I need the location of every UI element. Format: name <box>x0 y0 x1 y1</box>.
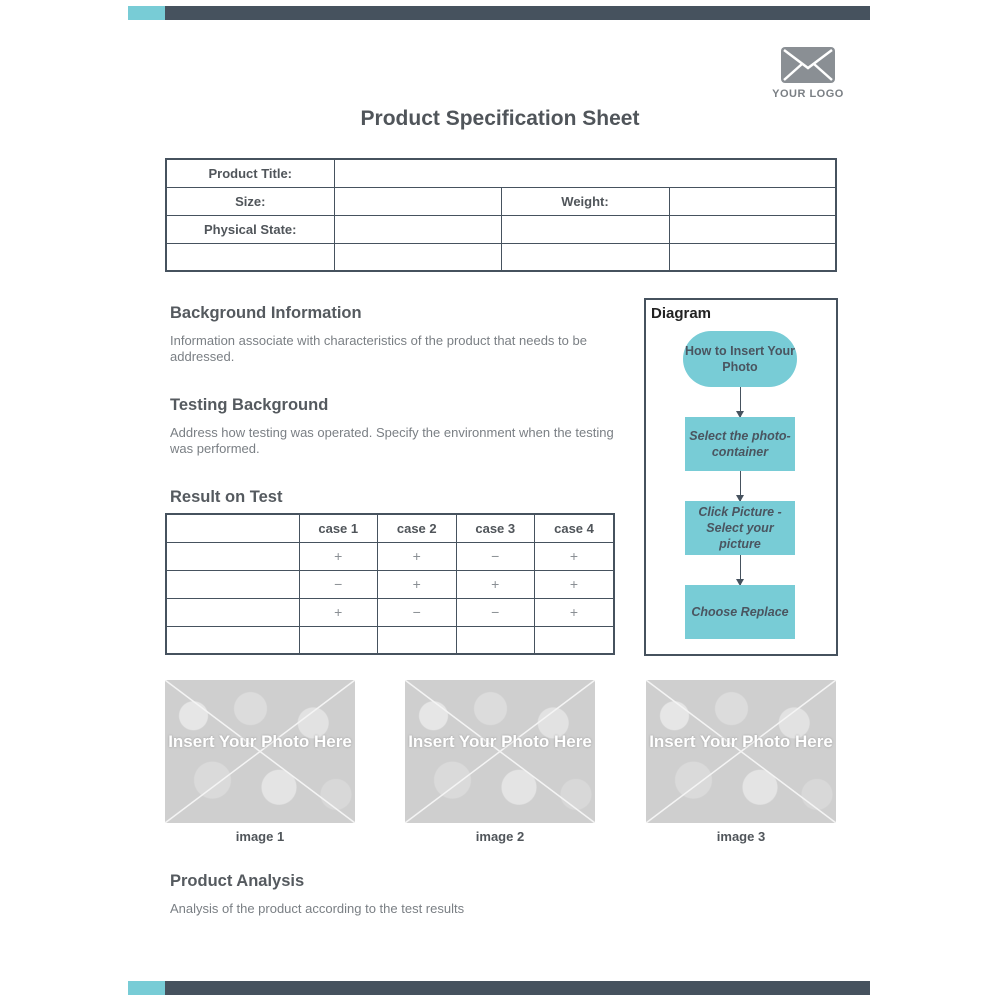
physical-state-value-1[interactable] <box>334 215 501 243</box>
result-row <box>166 570 614 598</box>
result-cell: + <box>299 542 378 570</box>
result-heading: Result on Test <box>170 488 283 506</box>
top-decorative-bar <box>128 6 870 20</box>
result-row <box>166 542 614 570</box>
photo-placeholder-3[interactable] <box>646 680 836 823</box>
weight-value[interactable] <box>669 187 836 215</box>
photo-placeholder-text: Insert Your Photo Here <box>168 732 352 751</box>
flow-step-select[interactable]: Select the photo-container <box>685 417 795 471</box>
spec-row-size <box>166 187 836 215</box>
flow-step-click[interactable]: Click Picture - Select your picture <box>685 501 795 555</box>
spec-row-empty <box>166 243 836 271</box>
physical-state-value-2[interactable] <box>501 215 669 243</box>
spec-empty-cell[interactable] <box>669 243 836 271</box>
logo-text: YOUR LOGO <box>772 88 844 100</box>
spec-empty-cell[interactable] <box>501 243 669 271</box>
testing-text: Address how testing was operated. Specify the environment when the testing was performed. <box>170 425 614 456</box>
photo-placeholder-1[interactable] <box>165 680 355 823</box>
result-row-label[interactable] <box>166 598 299 626</box>
background-text: Information associate with characteristics of the product that needs to be addressed. <box>170 333 587 364</box>
size-value[interactable] <box>334 187 501 215</box>
photo-caption-2: image 2 <box>475 829 525 844</box>
background-heading: Background Information <box>170 304 362 322</box>
case-header: case 1 <box>299 514 378 542</box>
result-row-empty <box>166 626 614 654</box>
result-cell: + <box>456 570 535 598</box>
weight-label: Weight: <box>501 187 669 215</box>
photo-caption-1: image 1 <box>235 829 285 844</box>
product-title-label: Product Title: <box>166 159 334 187</box>
bottom-decorative-bar <box>128 981 870 995</box>
diagram-title: Diagram <box>651 305 712 322</box>
photo-placeholder-2[interactable] <box>405 680 595 823</box>
case-header: case 4 <box>535 514 615 542</box>
case-header: case 3 <box>456 514 535 542</box>
physical-state-value-3[interactable] <box>669 215 836 243</box>
spec-row-title <box>166 159 836 187</box>
case-header: case 2 <box>378 514 457 542</box>
result-cell: − <box>456 598 535 626</box>
photo-caption-3: image 3 <box>716 829 766 844</box>
testing-heading: Testing Background <box>170 396 329 414</box>
logo <box>768 46 848 100</box>
physical-state-label: Physical State: <box>166 215 334 243</box>
analysis-heading: Product Analysis <box>170 872 305 890</box>
flow-start-oval[interactable]: How to Insert Your Photo <box>683 331 797 387</box>
flow-step-replace[interactable]: Choose Replace <box>685 585 795 639</box>
spec-empty-cell[interactable] <box>334 243 501 271</box>
analysis-text: Analysis of the product according to the test results <box>170 901 465 916</box>
result-cell: − <box>299 570 378 598</box>
result-cell: + <box>299 598 378 626</box>
result-empty-cell[interactable] <box>166 626 299 654</box>
spec-row-state <box>166 215 836 243</box>
result-cell: + <box>535 598 615 626</box>
diagram-box <box>644 298 838 656</box>
result-empty-cell[interactable] <box>535 626 615 654</box>
page-title: Product Specification Sheet <box>360 107 640 130</box>
result-row <box>166 598 614 626</box>
result-empty-cell[interactable] <box>456 626 535 654</box>
bottom-bar-accent <box>128 981 165 995</box>
flow-arrow <box>740 387 741 417</box>
result-cell: + <box>535 570 615 598</box>
result-empty-cell[interactable] <box>299 626 378 654</box>
result-row-label[interactable] <box>166 542 299 570</box>
product-title-value[interactable] <box>334 159 836 187</box>
envelope-icon <box>780 46 836 84</box>
result-cell: + <box>378 570 457 598</box>
flow-arrow <box>740 471 741 501</box>
photo-placeholder-text: Insert Your Photo Here <box>408 732 592 751</box>
result-table <box>165 513 615 655</box>
spec-empty-cell[interactable] <box>166 243 334 271</box>
result-header-empty <box>166 514 299 542</box>
flow-arrow <box>740 555 741 585</box>
result-cell: + <box>535 542 615 570</box>
spec-table <box>165 158 837 272</box>
result-cell: + <box>378 542 457 570</box>
result-cell: − <box>378 598 457 626</box>
size-label: Size: <box>166 187 334 215</box>
photo-placeholder-text: Insert Your Photo Here <box>649 732 833 751</box>
result-header-row <box>166 514 614 542</box>
result-cell: − <box>456 542 535 570</box>
top-bar-accent <box>128 6 165 20</box>
result-row-label[interactable] <box>166 570 299 598</box>
result-empty-cell[interactable] <box>378 626 457 654</box>
